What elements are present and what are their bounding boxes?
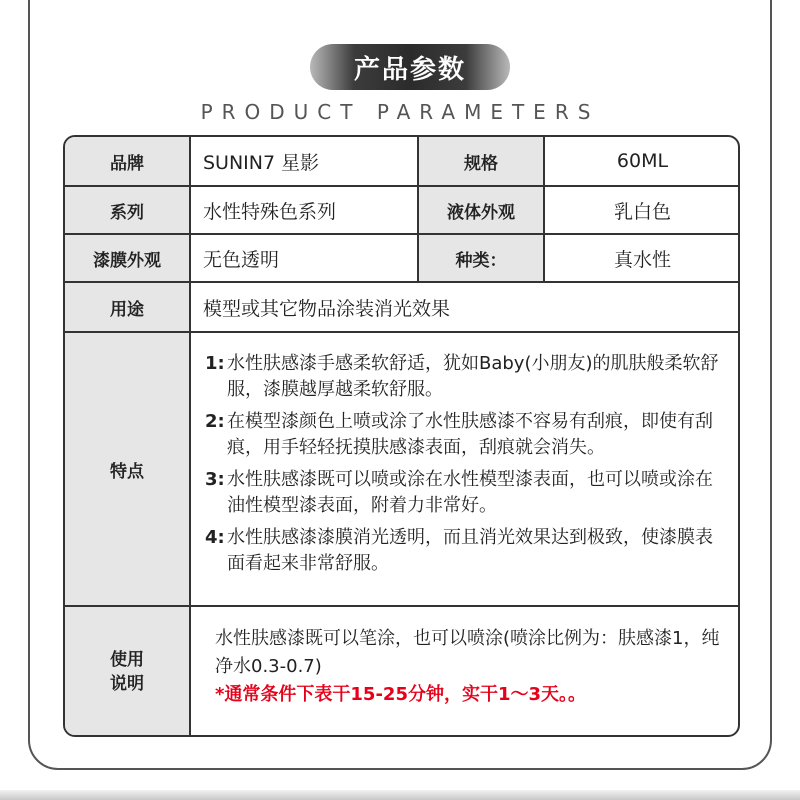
page-subtitle: PRODUCT PARAMETERS [200,100,600,124]
features-list [205,351,725,583]
title-badge [310,44,510,90]
feature-number: 2: [205,411,225,432]
usage-instructions [215,625,735,709]
column-divider [543,137,545,281]
spec-value: 60ML [616,150,669,172]
use-value: 模型或其它物品涂装消光效果 [203,297,451,320]
film-label: 漆膜外观 [65,235,189,281]
feature-item [205,467,725,519]
type-label: 种类： [419,235,543,281]
usage-text: 水性肤感漆既可以笔涂，也可以喷涂(喷涂比例为：肤感漆1，纯净水0.3-0.7) [215,628,720,677]
feature-item [205,351,725,403]
feature-number: 1: [205,353,225,374]
row-divider [65,331,738,333]
use-label: 用途 [65,283,189,331]
feature-text: 水性肤感漆既可以喷或涂在水性模型漆表面，也可以喷或涂在油性模型漆表面，附着力非常好。 [227,469,713,516]
feature-number: 3: [205,469,225,490]
feature-text: 水性肤感漆漆膜消光透明，而且消光效果达到极致，使漆膜表面看起来非常舒服。 [227,527,713,574]
brand-value: SUNIN7 星影 [203,151,320,174]
feature-number: 4: [205,527,225,548]
column-divider [189,137,191,737]
features-label: 特点 [65,333,189,605]
feature-text: 水性肤感漆手感柔软舒适，犹如Baby(小朋友)的肌肤般柔软舒服，漆膜越厚越柔软舒服。 [227,353,719,400]
parameter-table [63,135,740,737]
spec-label: 规格 [419,137,543,185]
liquid-label: 液体外观 [419,187,543,233]
feature-text: 在模型漆颜色上喷或涂了水性肤感漆不容易有刮痕，即使有刮痕，用手轻轻抚摸肤感漆表面，刮痕就会消失。 [227,411,713,458]
brand-label: 品牌 [65,137,189,185]
row-divider [65,605,738,607]
bottom-edge [0,790,800,800]
page-title: 产品参数 [353,54,466,85]
film-value: 无色透明 [203,248,280,271]
feature-item [205,409,725,461]
series-label: 系列 [65,187,189,233]
drying-note: *通常条件下表干15-25分钟，实干1～3天。。 [215,684,587,705]
feature-item [205,525,725,577]
usage-label [65,607,189,737]
usage-label-line2: 说明 [110,674,144,694]
row-divider [65,185,738,187]
type-value: 真水性 [613,248,671,271]
series-value: 水性特殊色系列 [203,200,337,223]
liquid-value: 乳白色 [613,200,671,223]
row-divider [65,233,738,235]
usage-label-line1: 使用 [110,650,144,670]
row-divider [65,281,738,283]
column-divider [417,137,419,281]
